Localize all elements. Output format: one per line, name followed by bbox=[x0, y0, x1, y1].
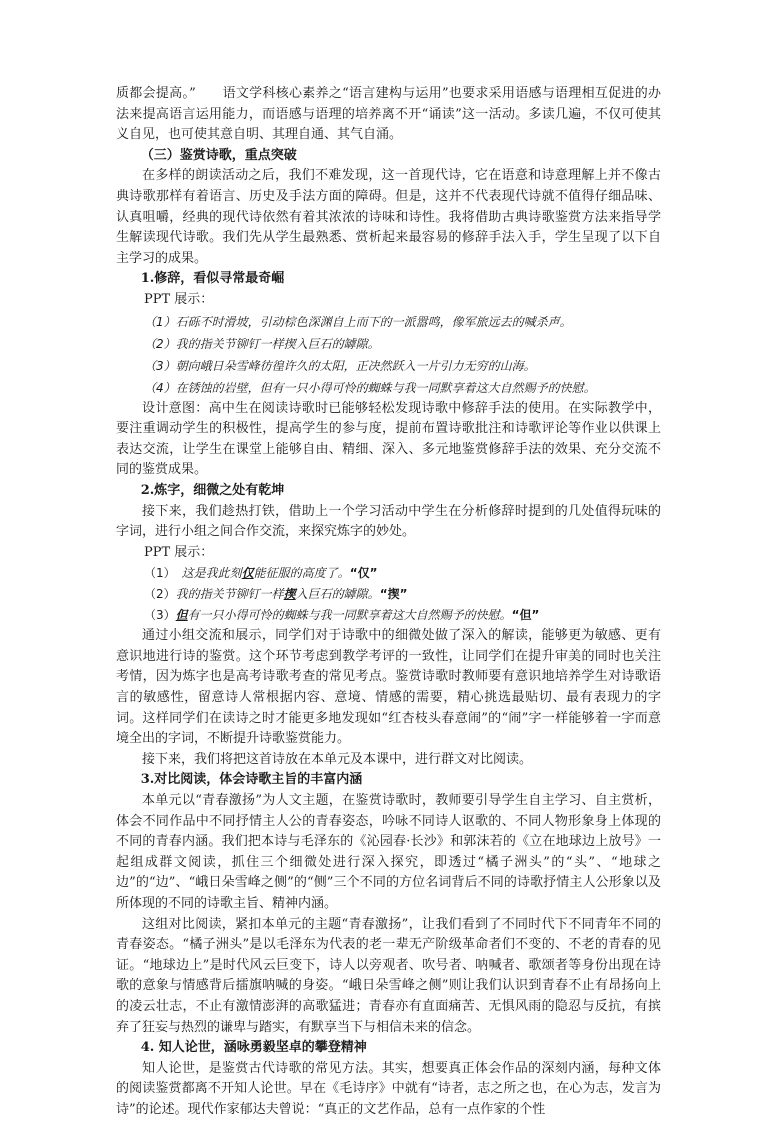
refine-tag-1: “仅” bbox=[349, 566, 378, 581]
paragraph-design-intent: 设计意图：高中生在阅读诗歌时已能够轻松发现诗歌中修辞手法的使用。在实际教学中，要注重调动学生的积极性，提高学生的参与度，提前布置诗歌批注和诗歌评论等作业以供课上表达交流，让学生在课堂上能够自由、精细、深入、多元地鉴赏修辞手法的效果、充分交流不同的鉴赏成果。 bbox=[116, 400, 661, 478]
refine-text-3b: 有一只小得可怜的蜘蛛与我一同默享着这大自然赐予的快慰。 bbox=[187, 608, 512, 623]
refine-num-1: （1） bbox=[144, 566, 170, 581]
refine-line-2 bbox=[116, 584, 661, 605]
paragraph-intro: 质都会提高。” 语文学科核心素养之“语言建构与运用”也要求采用语感与语理相互促进的办法来提高语言运用能力，而语感与语理的培养离不开“诵读”这一活动。多读几遍，不仅可使其义自见，也可使其意自明、其理自通、其气自涌。 bbox=[116, 86, 661, 143]
paragraph-appreciation: 在多样的朗读活动之后，我们不难发现，这一首现代诗，它在语意和诗意理解上并不像古典诗歌那样有着语言、历史及手法方面的障碍。但是，这并不代表现代诗就不值得仔细品味、认真咀嚼，经典的现代诗依然有着其浓浓的诗味和诗性。我将借助古典诗歌鉴赏方法来指导学生解读现代诗歌。我们先从学生最熟悉、赏析起来最容易的修辞手法入手，学生呈现了以下自主学习的成果。 bbox=[116, 168, 661, 266]
quote-line-2: （2）我的指关节铆钉一样揳入巨石的罅隙。 bbox=[144, 336, 380, 351]
document-page bbox=[116, 84, 661, 1121]
refine-highlight-1: 仅 bbox=[241, 566, 254, 581]
paragraph-comparison: 这组对比阅读，紧扣本单元的主题“青春激扬”，让我们看到了不同时代下不同青年不同的青春姿态。“橘子洲头”是以毛泽东为代表的老一辈无产阶级革命者们不变的、不老的青春的见证。“地球边上”是时代风云巨变下，诗人以旁观者、吹号者、呐喊者、歌颂者等身份出现在诗歌的意象与情感背后擂旗呐喊的身姿。“峨日朵雪峰之侧”则让我们认识到青春不止有昂扬向上的凌云壮志，不止有激情澎湃的高歌猛进；青春亦有直面痛苦、无惧风雨的隐忍与反抗，有摈弃了狂妄与热烈的谦卑与踏实，有默享当下与相信未来的信念。 bbox=[116, 916, 661, 1035]
refine-highlight-3: 但 bbox=[175, 608, 188, 623]
quote-line-4: （4）在锈蚀的岩壁，但有一只小得可怜的蜘蛛与我一同默享着这大自然赐予的快慰。 bbox=[144, 380, 596, 395]
paragraph-transition: 接下来，我们将把这首诗放在本单元及本课中，进行群文对比阅读。 bbox=[142, 751, 533, 767]
paragraph-unit-theme: 本单元以“青春激扬”为人文主题，在鉴赏诗歌时，教师要引导学生自主学习、自主赏析，体会不同作品中不同抒情主人公的青春姿态，吟咏不同诗人讴歌的、不同人物形象身上体现的不同的青春内涵。我们把本诗与毛泽东的《沁园春·长沙》和郭沫若的《立在地球边上放号》一起组成群文阅读，抓住三个细微处进行深入探究，即透过“橘子洲头”的“头”、“地球之边”的“边”、“峨日朵雪峰之侧”的“侧”三个不同的方位名词背后不同的诗歌抒情主人公形象以及所体现的不同的诗歌主旨、精神内涵。 bbox=[116, 793, 661, 911]
quote-line-1: （1）石砾不时滑坡，引动棕色深渊自上而下的一派嚣鸣，像军旅远去的喊杀声。 bbox=[144, 314, 572, 329]
subheading-comparative: 3.对比阅读，体会诗歌主旨的丰富内涵 bbox=[140, 772, 363, 788]
paragraph-context: 知人论世，是鉴赏古代诗歌的常见方法。其实，想要真正体会作品的深刻内涵，每种文体的阅读鉴赏都离不开知人论世。早在《毛诗序》中就有“诗者，志之所之也，在心为志，发言为诗”的论述。现代作家郁达夫曾说：“真正的文艺作品，总有一点作家的个性 bbox=[116, 1060, 661, 1117]
refine-num-3: （3） bbox=[144, 608, 176, 623]
quote-line-3: （3）朝向峨日朵雪峰彷徨许久的太阳，正决然跃入一片引力无穷的山海。 bbox=[144, 358, 536, 373]
section-heading-3: （三）鉴赏诗歌，重点突破 bbox=[140, 147, 297, 163]
refine-text-2b: 入巨石的罅隙。 bbox=[295, 587, 380, 602]
refine-text-1b: 能征服的高度了。 bbox=[253, 566, 350, 581]
subheading-rhetoric: 1.修辞，看似寻常最奇崛 bbox=[140, 271, 285, 287]
refine-tag-2: “揳” bbox=[379, 587, 408, 602]
subheading-context: 4. 知人论世，涵咏勇毅坚卓的攀登精神 bbox=[140, 1040, 367, 1056]
refine-highlight-2: 揳 bbox=[283, 587, 296, 602]
paragraph-group-exchange: 通过小组交流和展示，同学们对于诗歌中的细微处做了深入的解读，能够更为敏感、更有意识地进行诗的鉴赏。这个环节考虑到教学考评的一致性，让同学们在提升审美的同时也关注考情，因为炼字也是高考诗歌考查的常见考点。鉴赏诗歌时教师要有意识地培养学生对诗歌语言的敏感性，留意诗人常根据内容、意境、情感的需要，精心挑选最贴切、最有表现力的字词。这样同学们在读诗之时才能更多地发现如“红杏枝头春意闹”的“闹”字一样能够着一字而意境全出的字词，不断提升诗歌鉴赏能力。 bbox=[116, 628, 661, 747]
refine-num-2: （2） bbox=[144, 587, 176, 602]
refine-line-1 bbox=[116, 563, 661, 584]
ppt-label-1: PPT 展示： bbox=[144, 291, 214, 307]
refine-text-2a: 我的指关节铆钉一样 bbox=[175, 587, 284, 602]
refine-tag-3: “但” bbox=[511, 608, 540, 623]
refine-text-1a: 这是我此刻 bbox=[169, 566, 242, 581]
refine-line-3 bbox=[116, 605, 661, 626]
subheading-word-refining: 2.炼字，细微之处有乾坤 bbox=[140, 482, 285, 498]
paragraph-refining-intro: 接下来，我们趁热打铁，借助上一个学习活动中学生在分析修辞时提到的几处值得玩味的字词，进行小组之间合作交流，来探究炼字的妙处。 bbox=[116, 503, 661, 540]
ppt-label-2: PPT 展示： bbox=[144, 544, 214, 560]
